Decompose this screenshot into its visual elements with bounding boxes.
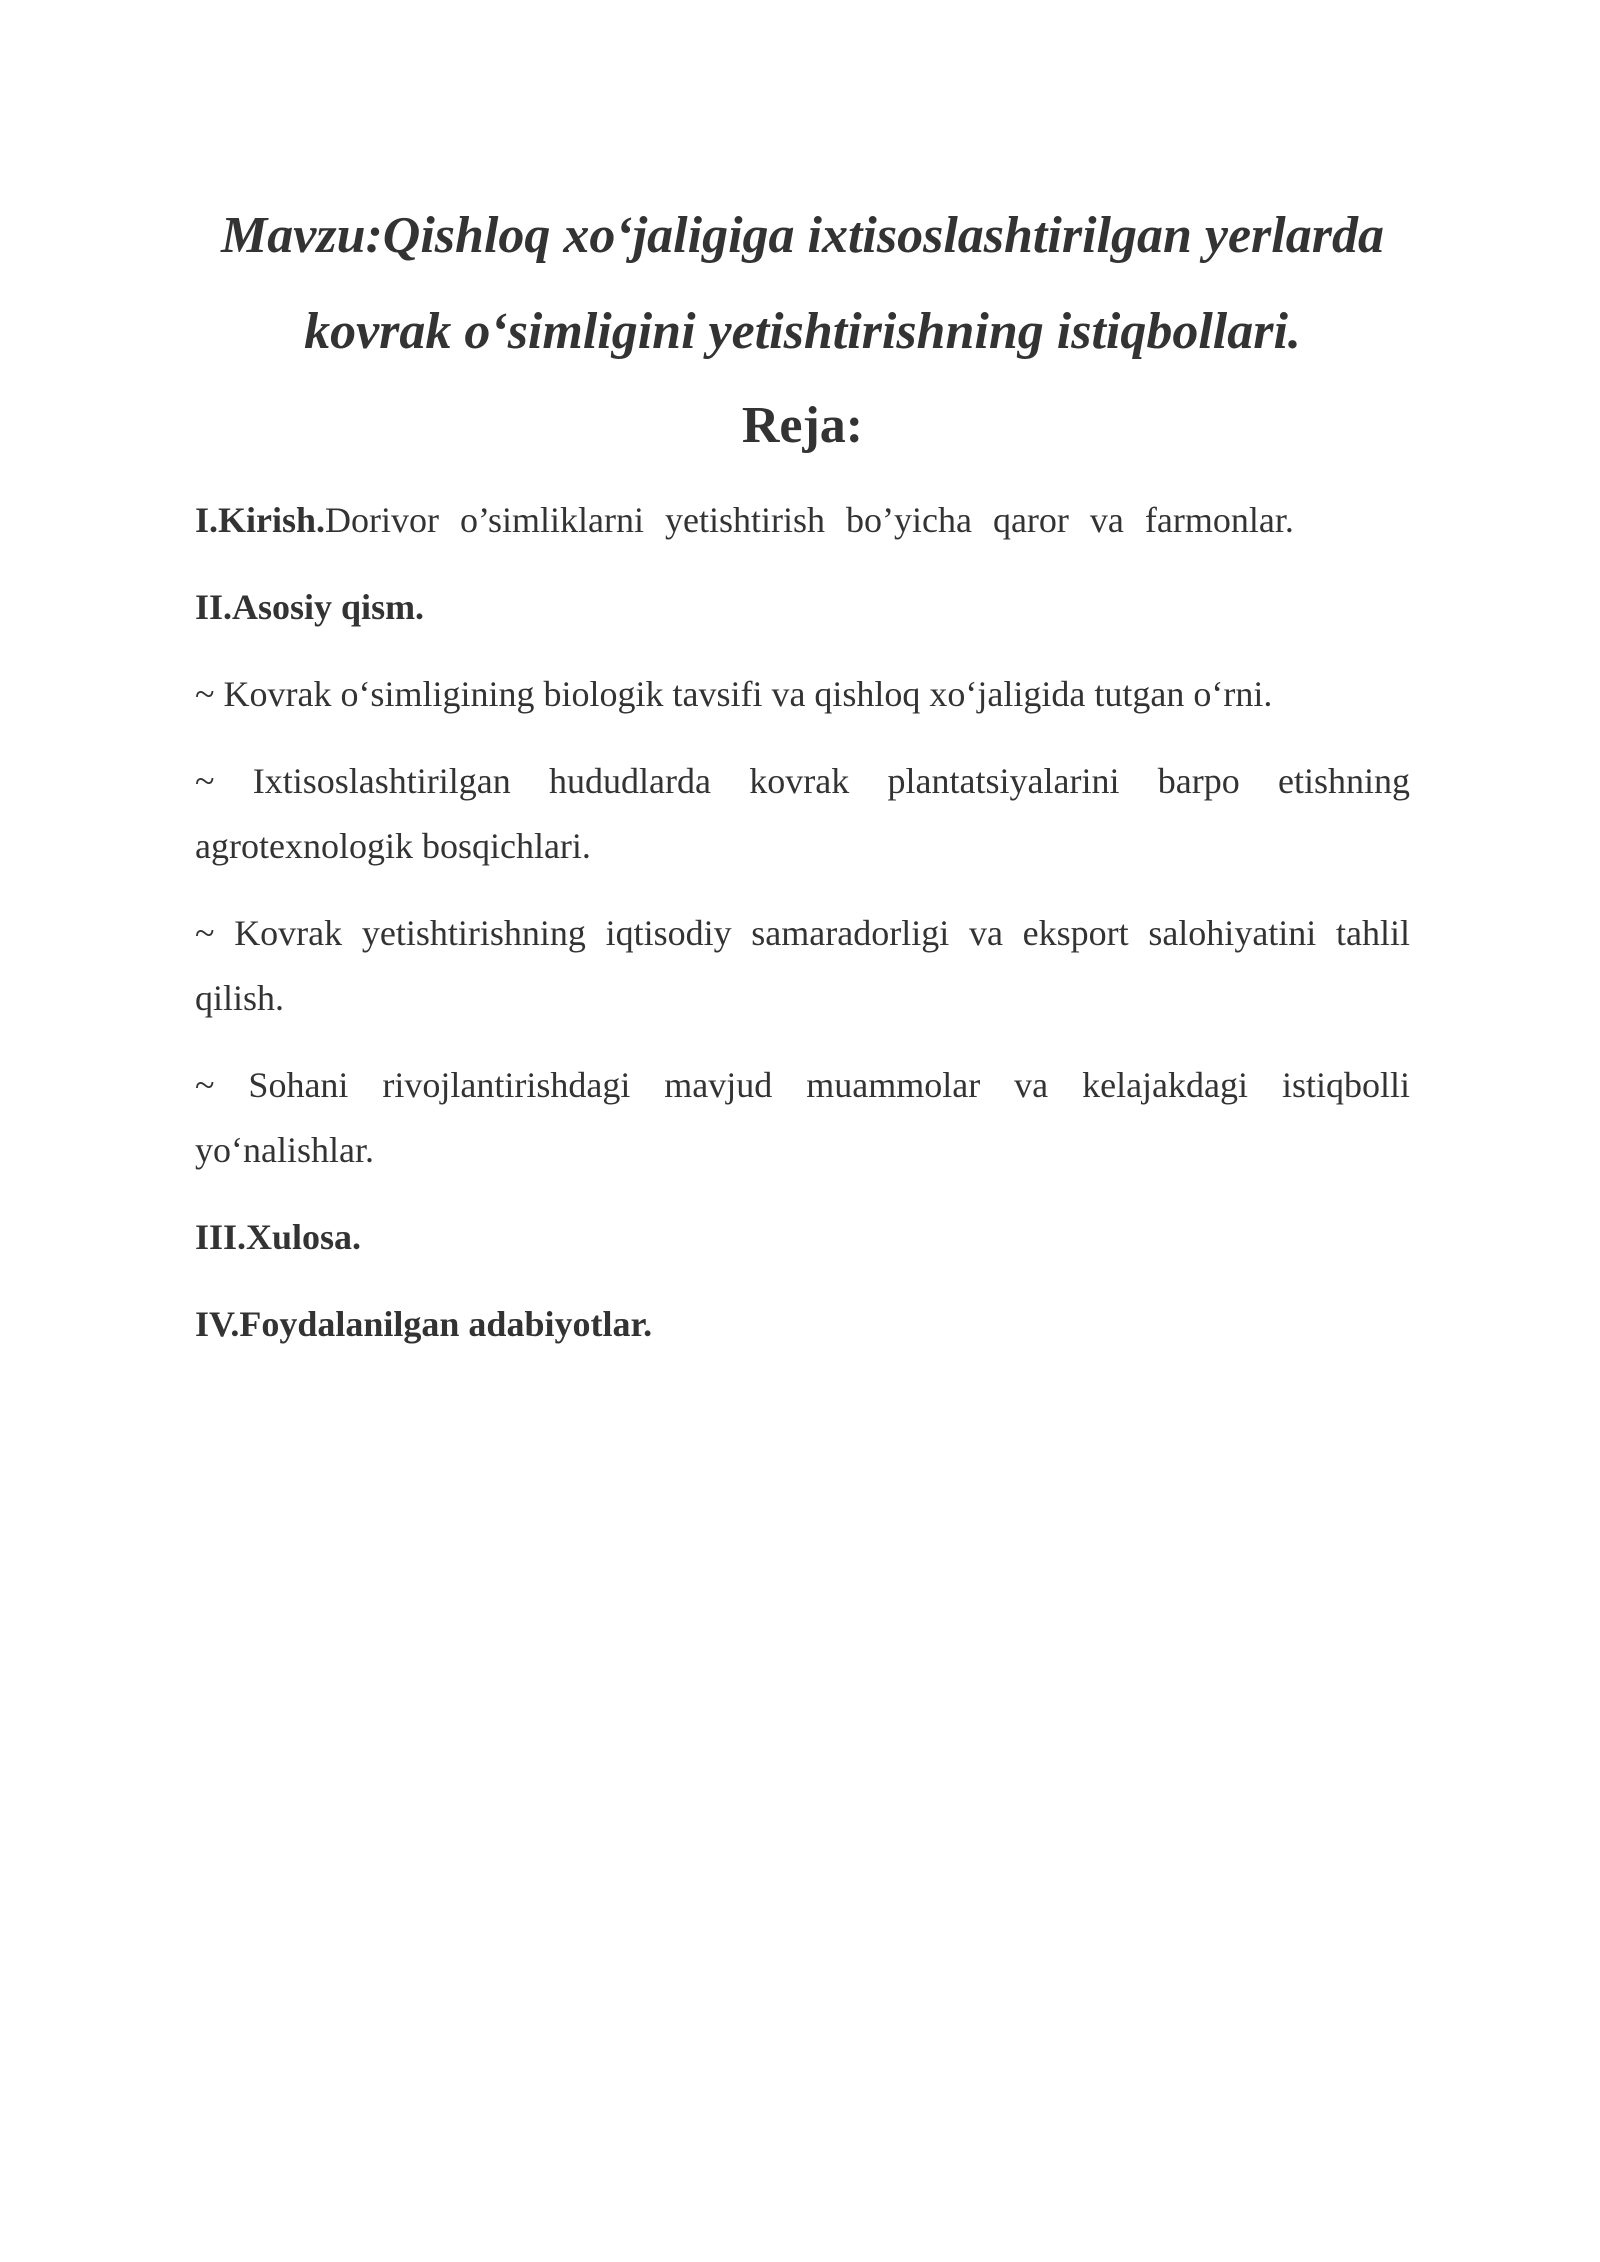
plan-list — [195, 488, 1410, 1357]
plan-item-conclusion: III.Xulosa. — [195, 1217, 362, 1257]
plan-heading: Reja: — [741, 397, 864, 454]
document-content — [195, 188, 1410, 1379]
intro-label: I.Kirish. — [195, 500, 326, 540]
title-line-1: Mavzu:Qishloq xo‘jaligiga ixtisoslashtirilgan yerlarda — [221, 207, 1384, 264]
document-title — [195, 188, 1410, 380]
main-subitem-2: ~ Ixtisoslashtirilgan hududlarda kovrak plantatsiyalarini barpo etishning agrotexnologik bosqichlari. — [195, 761, 1410, 866]
main-subitem-4: ~ Sohani rivojlantirishdagi mavjud muammolar va kelajakdagi istiqbolli yo‘nalishlar. — [195, 1065, 1410, 1170]
main-subitem-3: ~ Kovrak yetishtirishning iqtisodiy samaradorligi va eksport salohiyatini tahlil qilish. — [195, 913, 1410, 1018]
plan-item-references: IV.Foydalanilgan adabiyotlar. — [195, 1304, 653, 1344]
plan-item-intro — [195, 488, 1410, 553]
main-subitem-1: ~ Kovrak o‘simligining biologik tavsifi va qishloq xo‘jaligida tutgan o‘rni. — [195, 674, 1273, 714]
plan-item-main: II.Asosiy qism. — [195, 587, 425, 627]
title-line-2: kovrak o‘simligini yetishtirishning istiqbollari. — [304, 303, 1301, 360]
intro-text: Dorivor o’simliklarni yetishtirish bo’yicha qaror va farmonlar. — [325, 500, 1294, 540]
